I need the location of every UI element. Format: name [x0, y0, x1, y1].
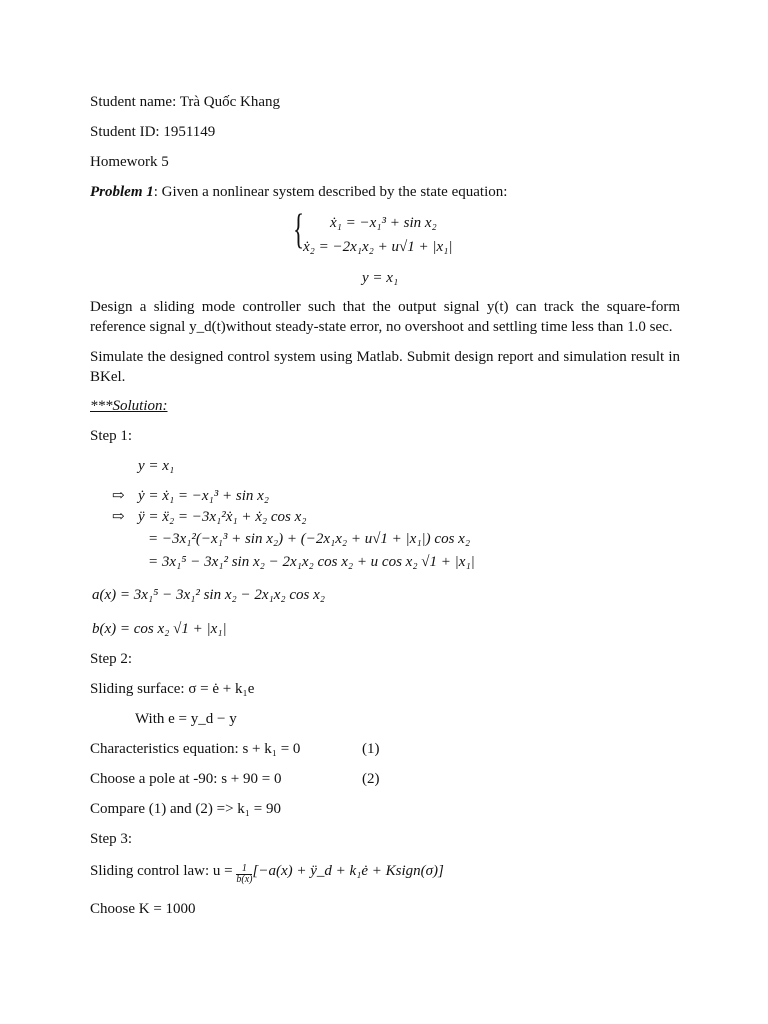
homework-title: Homework 5 [90, 154, 169, 170]
gain-result: Compare (1) and (2) => k₁ = 90 [90, 801, 281, 817]
fraction-denominator: b(x) [236, 874, 253, 885]
problem-label: Problem 1 [90, 184, 154, 200]
error-definition: With e = y_d − y [135, 711, 237, 727]
pole-choice: Choose a pole at -90: s + 90 = 0 [90, 771, 282, 787]
step1-first-derivative: ẏ = ẋ₁ = −x₁³ + sin x₂ [138, 488, 270, 504]
student-name: Student name: Trà Quốc Khang [90, 94, 280, 110]
step3-label: Step 3: [90, 831, 133, 847]
design-paragraph: Design a sliding mode controller such that the output signal y(t) can track the square-form reference signal y_d(t)without steady-state error, no overshoot and settling time less than 1.0 sec. [90, 299, 680, 335]
step1-expanded: = 3x₁⁵ − 3x₁² sin x₂ − 2x₁x₂ cos x₂ + u cos x₂ √1 + |x₁| [148, 554, 475, 570]
solution-heading: ***Solution: [90, 398, 168, 414]
arrow-icon-2: ⇨ [112, 509, 125, 525]
step1-label: Step 1: [90, 428, 133, 444]
fraction-numerator: 1 [236, 864, 252, 876]
problem-intro: : Given a nonlinear system described by the state equation: [153, 184, 508, 200]
equation-number-1: (1) [362, 741, 380, 757]
equation-number-2: (2) [362, 771, 380, 787]
arrow-icon-1: ⇨ [112, 488, 125, 504]
step2-label: Step 2: [90, 651, 133, 667]
gain-k-choice: Choose K = 1000 [90, 901, 196, 917]
problem-statement [90, 183, 507, 201]
b-function: b(x) = cos x₂ √1 + |x₁| [92, 621, 227, 637]
control-law-rest: [−a(x) + ÿ_d + k₁ė + Ksign(σ)] [252, 863, 444, 879]
control-law-prefix: Sliding control law: u = [90, 863, 237, 879]
output-equation: y = x₁ [362, 270, 399, 286]
control-law-fraction [236, 864, 252, 886]
characteristic-equation: Characteristics equation: s + k₁ = 0 [90, 741, 301, 757]
a-function: a(x) = 3x₁⁵ − 3x₁² sin x₂ − 2x₁x₂ cos x₂ [92, 587, 325, 603]
sliding-surface: Sliding surface: σ = ė + k₁e [90, 681, 255, 697]
step1-substitution: = −3x₁²(−x₁³ + sin x₂) + (−2x₁x₂ + u√1 + |x₁|) cos x₂ [148, 531, 471, 547]
student-id: Student ID: 1951149 [90, 124, 216, 140]
state-equation-1: ẋ₁ = −x₁³ + sin x₂ [330, 215, 437, 231]
state-equation-2: ẋ₂ = −2x₁x₂ + u√1 + |x₁| [303, 239, 453, 255]
simulate-paragraph: Simulate the designed control system using Matlab. Submit design report and simulation result in BKel. [90, 349, 680, 385]
control-law [90, 862, 444, 886]
system-brace: { [293, 207, 305, 253]
step1-output: y = x₁ [138, 458, 175, 474]
step1-second-derivative: ÿ = ẍ₂ = −3x₁²ẋ₁ + ẋ₂ cos x₂ [138, 509, 307, 525]
